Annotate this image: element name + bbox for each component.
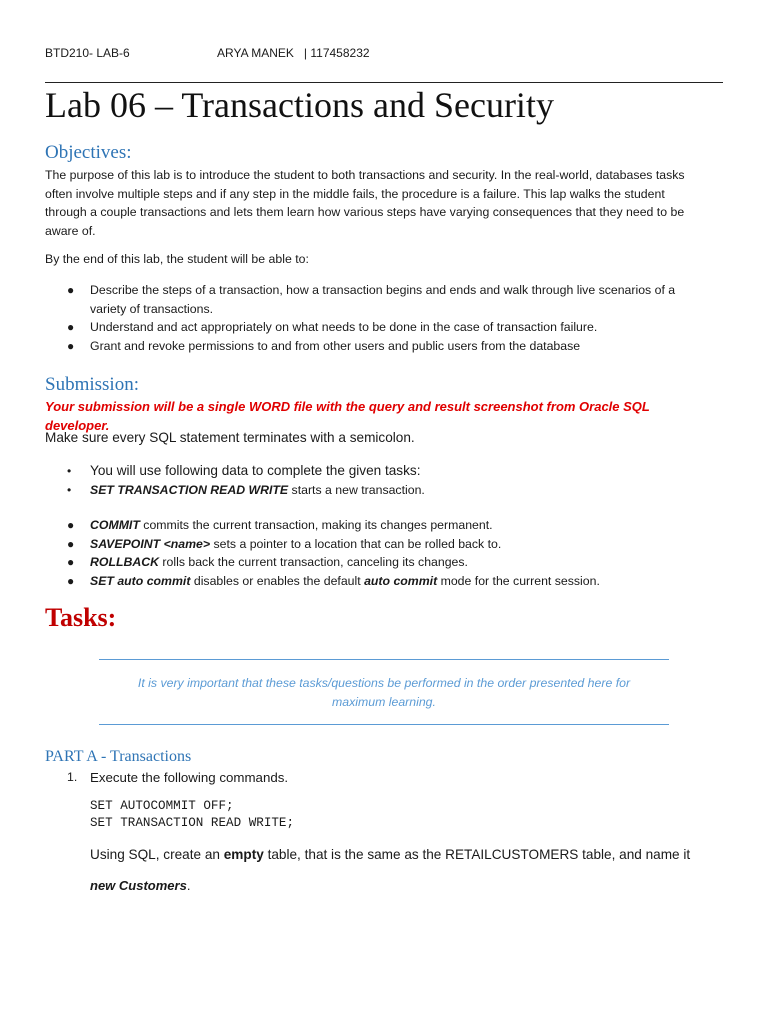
intro-line: often involve multiple steps and if any step in the middle fails, the procedure is a failure. This lap walks the student: [45, 186, 665, 201]
bullet-icon: ●: [67, 555, 75, 569]
outcomes-list: [45, 281, 715, 355]
semicolon-note: Make sure every SQL statement terminates with a semicolon.: [45, 430, 415, 445]
submission-note: Your submission will be a single WORD file with the query and result screenshot from Oracle SQL developer.: [45, 399, 650, 433]
bullet-icon: ●: [67, 283, 75, 297]
page-title: Lab 06 – Transactions and Security: [45, 85, 554, 125]
part-a-heading: PART A - Transactions: [45, 748, 192, 765]
code-line: SET AUTOCOMMIT OFF;: [90, 799, 234, 813]
list-item: ● SAVEPOINT <name> sets a pointer to a location that can be rolled back to.: [45, 535, 715, 554]
intro-line: The purpose of this lab is to introduce the student to both transactions and security. In the real-world, databases tasks: [45, 168, 685, 182]
quote-line: It is very important that these tasks/questions be performed in the order presented here for: [137, 676, 631, 690]
list-item: • SET TRANSACTION READ WRITE starts a new transaction.: [45, 481, 715, 500]
list-item: ● Describe the steps of a transaction, how a transaction begins and ends and walk through live scenarios of a variety of transactions.: [67, 283, 676, 316]
submission-heading: Submission:: [45, 374, 139, 395]
table-name-text: new Customers.: [90, 878, 191, 893]
code-line: SET TRANSACTION READ WRITE;: [90, 816, 295, 830]
bullet-icon: •: [67, 483, 72, 497]
tasks-heading: Tasks:: [45, 603, 117, 632]
instruction-text: Using SQL, create an empty table, that is the same as the RETAILCUSTOMERS table, and name it: [90, 847, 691, 862]
header-divider: [45, 82, 723, 83]
list-item: ● ROLLBACK rolls back the current transaction, canceling its changes.: [45, 553, 715, 572]
by-end-text: By the end of this lab, the student will be able to:: [45, 252, 309, 266]
bullet-icon: ●: [67, 320, 75, 334]
numbered-item: [67, 770, 289, 785]
header-student: ARYA MANEK | 117458232: [217, 46, 370, 60]
list-item: ● Understand and act appropriately on what needs to be done in the case of transaction failure.: [45, 318, 715, 337]
intro-line: through a couple transactions and lets them learn how various steps have varying consequences that they need to be: [45, 205, 685, 219]
bullet-icon: ●: [67, 536, 75, 551]
objectives-intro: [45, 166, 715, 240]
code-block: [90, 798, 294, 832]
header-course: BTD210- LAB-6: [45, 46, 130, 60]
data-list: [45, 461, 715, 500]
list-item: • You will use following data to complete the given tasks:: [45, 461, 715, 481]
list-item: ● SET auto commit disables or enables the default auto commit mode for the current session.: [45, 572, 715, 591]
list-item: ● Grant and revoke permissions to and from other users and public users from the database: [45, 337, 715, 356]
item-text: Execute the following commands.: [90, 770, 289, 785]
objectives-heading: Objectives:: [45, 142, 132, 163]
intro-line: aware of.: [45, 223, 96, 238]
bullet-icon: ●: [67, 518, 75, 532]
bullet-icon: •: [67, 464, 72, 478]
bullet-icon: ●: [67, 338, 75, 353]
item-number: 1.: [67, 770, 78, 784]
intense-quote: [99, 659, 669, 725]
commands-list: [45, 516, 715, 590]
quote-line: maximum learning.: [332, 695, 436, 709]
bullet-icon: ●: [67, 573, 75, 588]
list-item: ● COMMIT commits the current transaction, making its changes permanent.: [45, 516, 715, 535]
